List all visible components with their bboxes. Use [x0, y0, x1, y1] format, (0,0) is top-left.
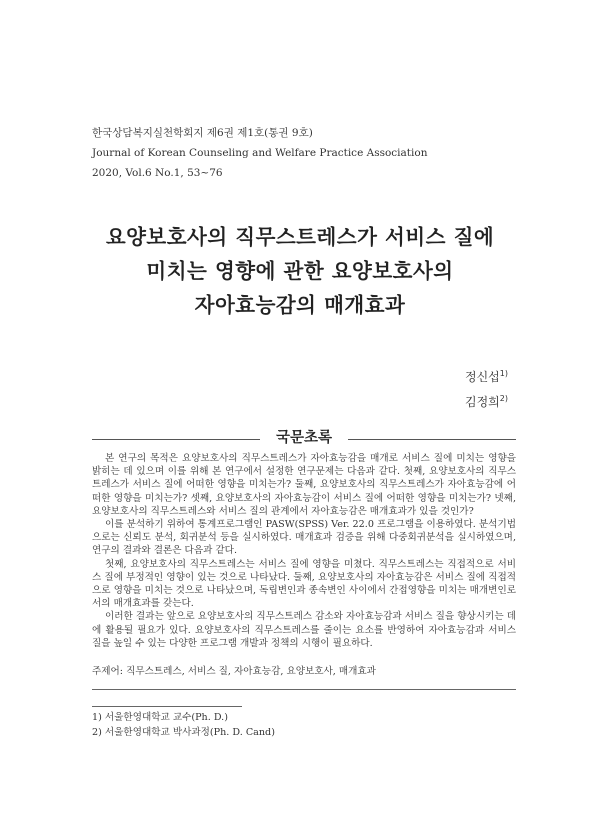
author-1 [465, 365, 508, 390]
title-line-3: 자아효능감의 매개효과 [194, 293, 406, 317]
abstract-paragraph: 이러한 결과는 앞으로 요양보호사의 직무스트레스 감소와 자아효능감과 서비스 질을 향상시키는 데에 활용될 필요가 있다. 요양보호사의 직무스트레스를 줄이는 요소를 반영하여 자아효능감과 서비스 질을 높일 수 있는 다양한 프로그램 개발과 정책의 시행이 필요하다. [92, 611, 516, 649]
footnote-rule [92, 706, 242, 707]
abstract-heading-label: 국문초록 [275, 430, 333, 446]
heading-rule-right [348, 439, 516, 440]
paper-title [0, 220, 600, 322]
author-2 [465, 390, 508, 415]
footnote-1: 1) 서울한영대학교 교수(Ph. D.) [92, 712, 228, 723]
abstract-paragraph: 첫째, 요양보호사의 직무스트레스는 서비스 질에 영향을 미쳤다. 직무스트레스는 직접적으로 서비스 질에 부정적인 영향이 있는 것으로 나타났다. 둘째, 요양보호사의 자아효능감은 서비스 질에 직접적으로 영향을 미치는 것으로 나타났으며, 독립변인과 종속변인 사이에서 간접영향을 미치는 매개변인로서의 매개효과를 갖는다. [92, 558, 516, 610]
abstract-paragraph: 이를 분석하기 위하여 통계프로그램인 PASW(SPSS) Ver. 22.0 프로그램을 이용하였다. 분석기법으로는 신뢰도 분석, 회귀분석 등을 실시하였다. 매개효과 검증을 위해 다중회귀분석을 실시하였으며, 연구의 결과와 결론은 다음과 같다. [92, 519, 516, 557]
abstract-paragraph: 본 연구의 목적은 요양보호사의 직무스트레스가 자아효능감을 매개로 서비스 질에 미치는 영향을 밝히는 데 있으며 이를 위해 본 연구에서 설정한 연구문제는 다음과 같다. 첫째, 요양보호사의 직무스트레스가 서비스 질에 어떠한 영향을 미치는가? 둘째, 요양보호사의 직무스트레스가 자아효능감에 어떠한 영향을 미치는가? 셋째, 요양보호사의 자아효능감이 서비스 질에 어떠한 영향을 미치는가? 넷째, 요양보호사의 직무스트레스와 서비스 질의 관계에서 자아효능감은 매개효과가 있을 것인가? [92, 453, 516, 517]
footnotes [92, 710, 275, 740]
title-line-2: 미치는 영향에 관한 요양보호사의 [146, 259, 454, 283]
author-name: 김정희 [465, 395, 500, 409]
footnote-2: 2) 서울한영대학교 박사과정(Ph. D. Cand) [92, 727, 275, 738]
author-name: 정신섭 [465, 370, 500, 384]
abstract-bottom-rule [92, 689, 516, 690]
author-footnote-mark: 2) [499, 394, 508, 403]
author-footnote-mark: 1) [499, 369, 508, 378]
keywords: 주제어: 직무스트레스, 서비스 질, 자아효능감, 요양보호사, 매개효과 [92, 666, 376, 677]
journal-volume: 2020, Vol.6 No.1, 53~76 [92, 167, 223, 179]
journal-english-title: Journal of Korean Counseling and Welfare Practice Association [92, 147, 428, 159]
abstract-body [92, 452, 516, 650]
author-list [465, 365, 508, 415]
abstract-heading [92, 428, 516, 448]
title-line-1: 요양보호사의 직무스트레스가 서비스 질에 [105, 225, 495, 249]
journal-korean-title: 한국상담복지실천학회지 제6권 제1호(통권 9호) [92, 127, 313, 139]
journal-info [92, 123, 427, 183]
